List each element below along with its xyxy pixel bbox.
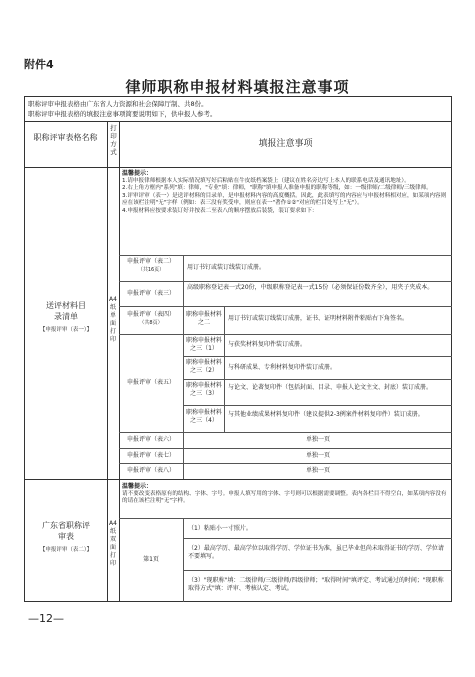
table-row-name: 申报评审（表三） — [126, 290, 175, 297]
divider — [183, 538, 452, 539]
section2-item: （2）最高学历、最高学位以取得学历、学位证书为准，虽已毕业但尚未取得证书的学历、学位请不要填写。 — [188, 545, 444, 560]
attachment-label: 附件4 — [24, 58, 54, 71]
intro-line-2: 职称评审申报表格的填报注意事项简要说明如下，供申报人参考。 — [28, 110, 217, 118]
section2-name: 广东省职称评审表 【申报评审（表二）】 — [26, 520, 106, 556]
header-print-method: 打印方式 — [110, 124, 117, 156]
divider — [24, 479, 452, 480]
section1-print: A4纸单面打印 — [109, 296, 117, 343]
divider — [119, 121, 120, 602]
divider — [183, 518, 184, 602]
section2-print: A4纸双面打印 — [109, 520, 117, 567]
table5-sub: 职称申报材料之三（1） — [185, 337, 222, 352]
table-row-req: 用订书钉或装订线装订成册，证书、证明材料附件粘贴右下角签名。 — [228, 315, 409, 322]
table5-sub: 职称申报材料之三（3） — [185, 382, 222, 397]
table-row-name: 申报评审（表七） — [126, 452, 175, 459]
intro-line-1: 职称评审申报表格由广东省人力资源和社会保障厅制、共8份。 — [28, 100, 208, 108]
section1-sub: 【申报评审（表一）】 — [39, 327, 93, 333]
table5-sub: 职称申报材料之三（4） — [185, 409, 222, 424]
divider — [119, 281, 452, 282]
section2-item: （1）粘贴小一寸照片。 — [188, 525, 252, 532]
divider — [119, 255, 452, 256]
divider — [183, 570, 452, 571]
section2-tips — [122, 483, 448, 506]
table5-name: 申报评审（表五） — [126, 379, 175, 386]
table-row-name: 申报评审（表二） （共16页） — [120, 258, 182, 274]
table-row-name: 申报评审（表四） （共8页） — [120, 311, 182, 327]
table-row-req: 高级职称登记表一式20份，中级职称登记表一式15份（必须保证份数齐全），用夹子夹成本。 — [187, 284, 434, 291]
table5-req: 与获奖材料复印件装订成册。 — [228, 341, 307, 348]
section1-tip-1: 1.请申报律师根据本人实际情况填写好后粘贴在牛皮纸档案袋上（建议在姓名旁边写上本人的联系电话及通讯地址）。 — [122, 177, 410, 184]
header-table-name: 职称评审表格名称 — [33, 133, 98, 142]
section2-page: 第1页 — [143, 556, 159, 563]
table-row-name: 申报评审（表八） — [126, 467, 175, 474]
row-note: （共8页） — [139, 320, 163, 326]
section1-tips — [122, 170, 448, 216]
table-row-req: 单独一页 — [305, 436, 330, 443]
table5-req: 与科研成果、专利材料复印件装订成册。 — [228, 364, 337, 371]
row-note: （共16页） — [137, 267, 165, 273]
table5-sub: 职称申报材料之三（2） — [185, 359, 222, 374]
page-title: 律师职称申报材料填报注意事项 — [125, 78, 350, 96]
table5-req: 与论文、论著复印件（包括封面、目录、申报人论文主文、封底）装订成册。 — [228, 384, 433, 391]
header-notes: 填报注意事项 — [258, 139, 313, 149]
divider — [119, 432, 452, 433]
section1-tip-2: 2.右上角方框内"系列"填：律师，"专业"填：律师，"职称"填申报人准备申报的职称等级，如：一级律师/二级律师/三级律师。 — [122, 185, 432, 192]
table-row-req: 单独一页 — [305, 467, 330, 474]
section1-tip-3: 3.评审评审（表一）是送评材料的目录单，是申报材料内容的高度概括。因此，此表填写的内容应与申报材料相对应，如某项内容则应在该栏注明"无"字样（例如：表三没有奖受申，则应在表一"著作①②"对应的栏目处写上"无"）。 — [122, 192, 447, 207]
divider — [119, 463, 452, 464]
divider — [24, 121, 452, 122]
section1-tip-title: 温馨提示： — [122, 170, 153, 177]
table-row-sub: 职称申报材料之二 — [185, 311, 222, 326]
divider — [107, 121, 108, 602]
divider — [119, 306, 452, 307]
intro-text — [24, 97, 450, 121]
divider — [224, 306, 225, 432]
table-row-req: 单独一页 — [305, 452, 330, 459]
table-row-req: 用订书钉或装订线装订成册。 — [187, 264, 266, 271]
divider — [119, 334, 452, 335]
table-row-name: 申报评审（表六） — [126, 436, 175, 443]
section2-sub: 【申报评审（表二）】 — [39, 547, 93, 553]
section2-tip-1: 请不要改变表格原有的结构、字体、字号。申报人填写用的字体、字号则可以根据需要调整。表内各栏目不得空白，如某项内容没有的请在该栏注明"无"字样。 — [122, 490, 447, 505]
divider — [119, 448, 452, 449]
section2-tip-title: 温馨提示： — [122, 483, 153, 490]
section2-item: （3）"现职称"填：二级律师/三级律师/四级律师；"取得时间"填评定、考试通过的时间；"现职称取得方式"填：评审、考核认定、考试。 — [188, 577, 444, 592]
section1-tip-4: 4.申报材料应按要求装订好并按表二至表八的顺序摆放后装袋，装订要求如下： — [122, 207, 318, 214]
divider — [24, 167, 452, 168]
page-number: —12— — [28, 612, 64, 625]
divider — [119, 518, 452, 519]
table5-req: 与其他业绩成果材料复印件（建议提供2-3例案件材料复印件）装订成册。 — [228, 411, 424, 418]
section1-name: 送评材料目录清单 【申报评审（表一）】 — [26, 300, 106, 336]
